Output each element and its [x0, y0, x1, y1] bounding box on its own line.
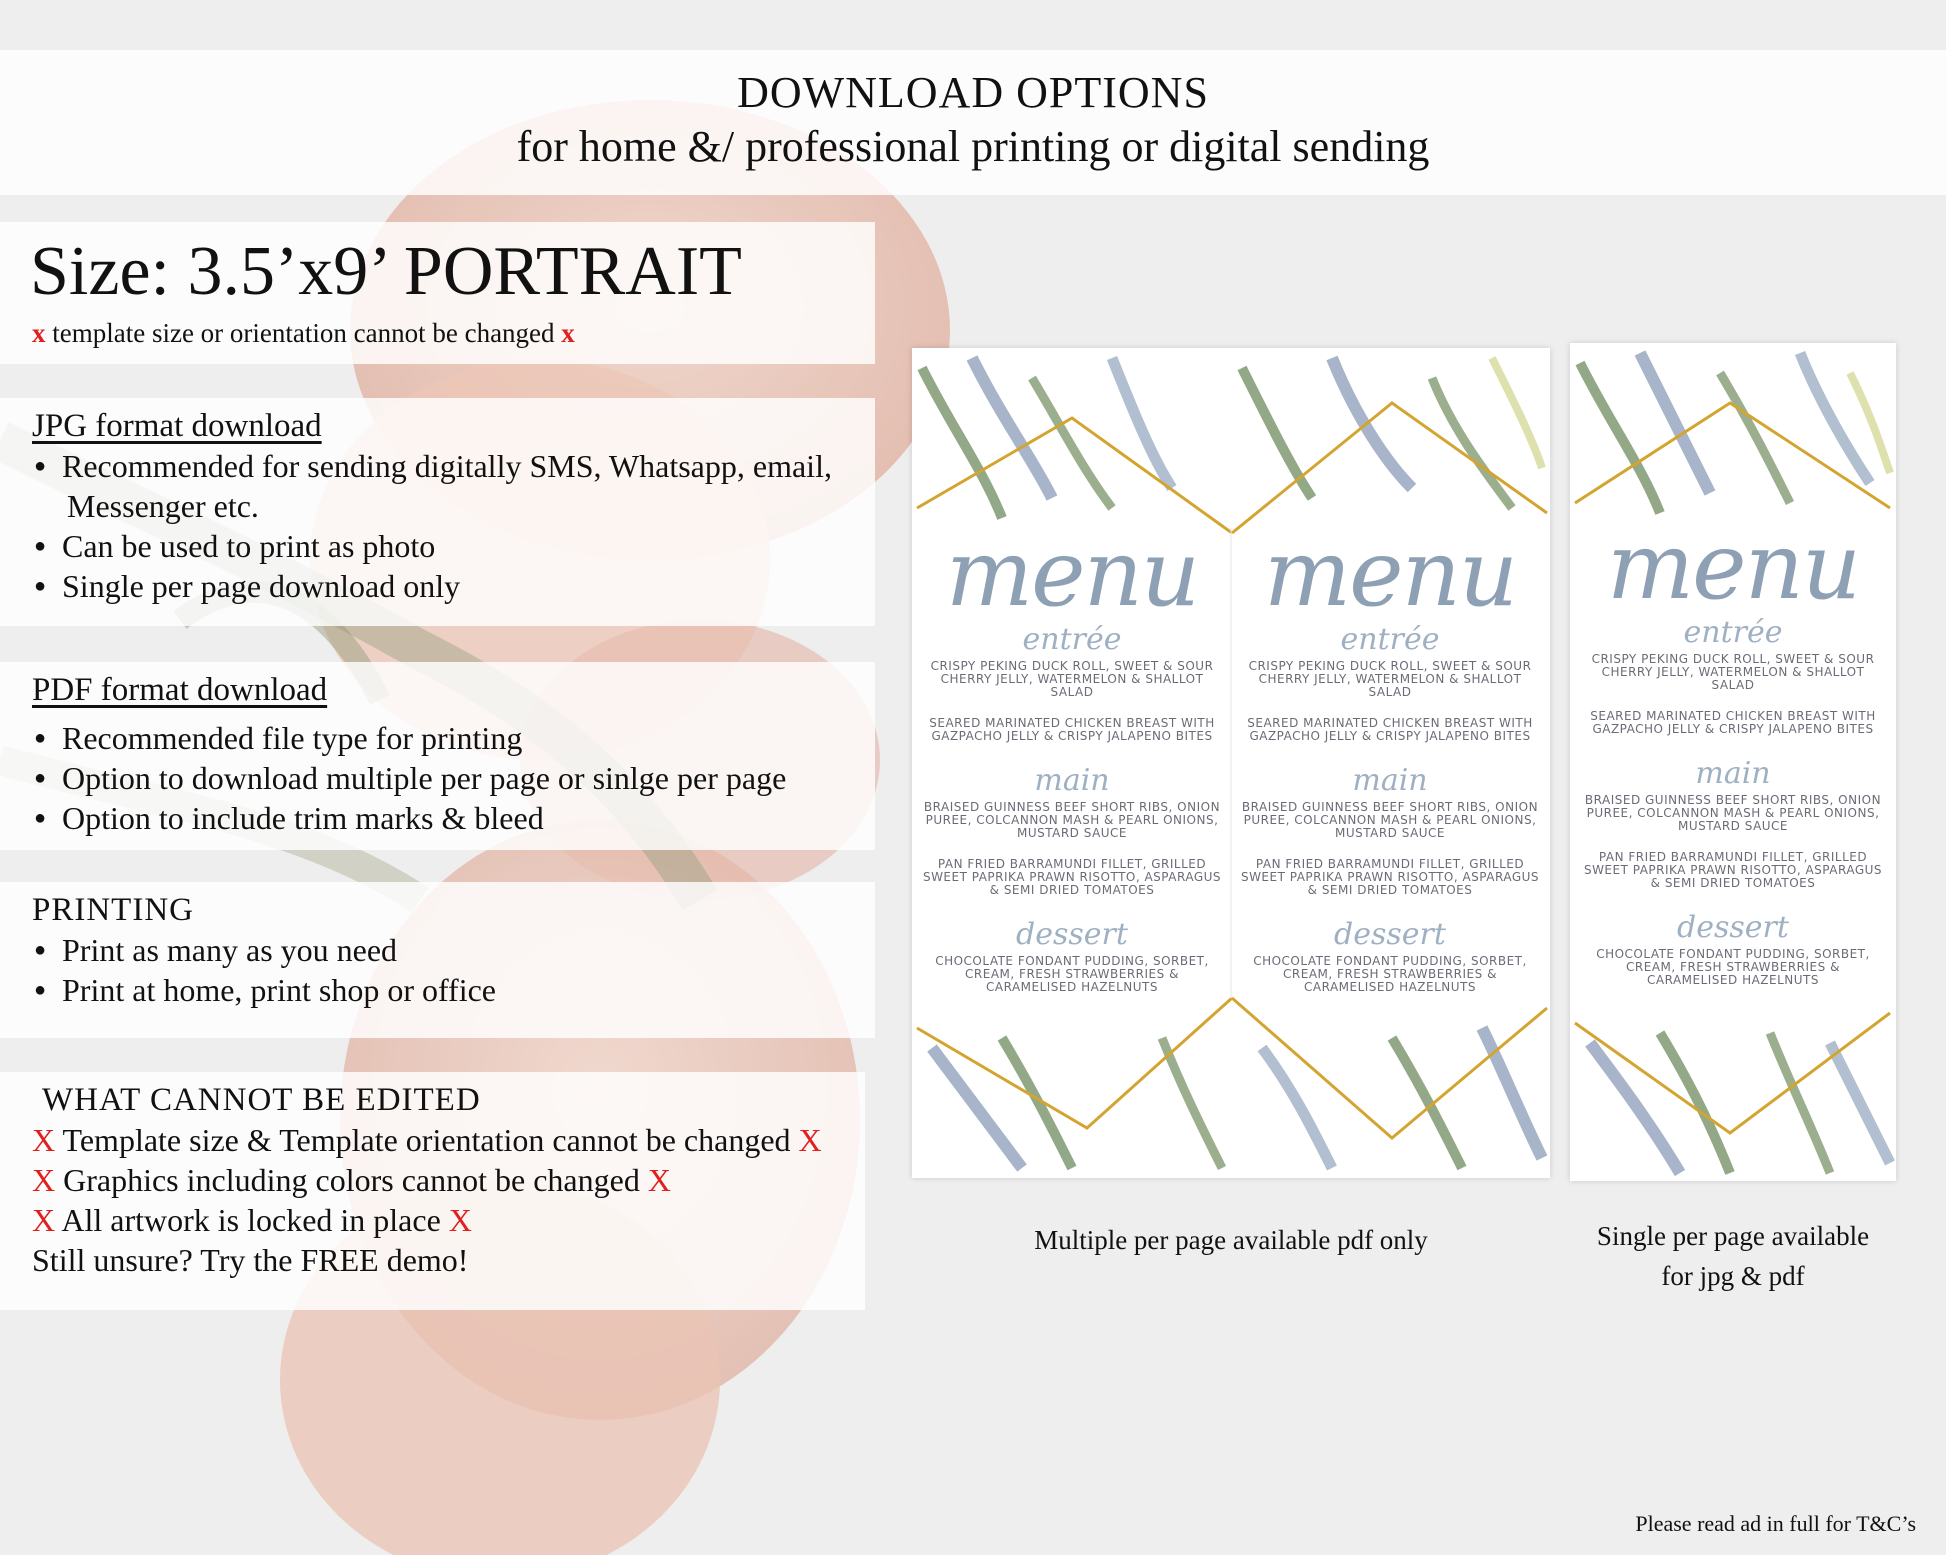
dessert-heading: dessert — [1016, 917, 1128, 952]
menu-item: CHOCOLATE FONDANT PUDDING, SORBET, CREAM, FRESH STRAWBERRIES & CARAMELISED HAZELNUTS — [1253, 954, 1527, 994]
menu-item: PAN FRIED BARRAMUNDI FILLET, GRILLED SWEET PAPRIKA PRAWN RISOTTO, ASPARAGUS & SEMI DRIED TOMATOES — [1240, 857, 1540, 897]
x-mark-icon: X — [32, 1122, 56, 1158]
jpg-bullet: ● Recommended for sending digitally SMS, Whatsapp, email, — [32, 446, 865, 486]
size-section — [0, 222, 875, 364]
main-heading: main — [1352, 763, 1428, 798]
terms-note: Please read ad in full for T&C’s — [1635, 1511, 1916, 1536]
page-title: DOWNLOAD OPTIONS — [737, 68, 1209, 117]
jpg-bullet-continuation: Messenger etc. — [67, 488, 259, 524]
menu-title: menu — [1263, 520, 1517, 627]
caption-multiple: Multiple per page available pdf only — [1034, 1225, 1428, 1255]
cannot-edit-line: X Template size & Template orientation cannot be changed X — [32, 1122, 822, 1158]
cannot-edit-section — [0, 1072, 865, 1310]
size-note-text: template size or orientation cannot be changed — [52, 318, 555, 348]
dessert-heading: dessert — [1334, 917, 1446, 952]
x-mark-icon: x — [561, 318, 575, 348]
menu-item: BRAISED GUINNESS BEEF SHORT RIBS, ONION PUREE, COLCANNON MASH & PEARL ONIONS, MUSTARD SAUCE — [1241, 800, 1539, 840]
caption-single: Single per page available for jpg & pdf — [1596, 1221, 1870, 1291]
menu-item: CHOCOLATE FONDANT PUDDING, SORBET, CREAM, FRESH STRAWBERRIES & CARAMELISED HAZELNUTS — [1596, 947, 1870, 987]
menu-preview-single — [1570, 343, 1896, 1181]
menu-item: BRAISED GUINNESS BEEF SHORT RIBS, ONION PUREE, COLCANNON MASH & PEARL ONIONS, MUSTARD SAUCE — [1584, 793, 1882, 833]
menu-item: SEARED MARINATED CHICKEN BREAST WITH GAZPACHO JELLY & CRISPY JALAPENO BITES — [1247, 716, 1533, 743]
menu-title: menu — [945, 520, 1199, 627]
printing-heading: PRINTING — [32, 892, 194, 928]
main-heading: main — [1034, 763, 1110, 798]
entree-heading: entrée — [1683, 615, 1783, 650]
jpg-heading: JPG format download — [32, 408, 322, 444]
menu-preview-multiple — [912, 348, 1550, 1178]
size-title: Size: 3.5’x9’ PORTRAIT — [30, 233, 742, 310]
entree-heading: entrée — [1340, 622, 1440, 657]
pdf-section — [0, 662, 875, 850]
x-mark-icon: X — [647, 1162, 671, 1198]
jpg-section — [0, 398, 875, 626]
pdf-bullet: ● Recommended file type for printing — [32, 718, 865, 758]
free-demo-note: Still unsure? Try the FREE demo! — [32, 1242, 469, 1278]
x-mark-icon: x — [32, 318, 46, 348]
menu-item: BRAISED GUINNESS BEEF SHORT RIBS, ONION PUREE, COLCANNON MASH & PEARL ONIONS, MUSTARD SAUCE — [923, 800, 1221, 840]
cannot-edit-heading: WHAT CANNOT BE EDITED — [42, 1082, 481, 1118]
printing-section — [0, 882, 875, 1038]
x-mark-icon: X — [32, 1202, 56, 1238]
menu-item: CHOCOLATE FONDANT PUDDING, SORBET, CREAM, FRESH STRAWBERRIES & CARAMELISED HAZELNUTS — [935, 954, 1209, 994]
jpg-bullet: ● Can be used to print as photo — [32, 526, 865, 566]
printing-bullet: ● Print at home, print shop or office — [32, 970, 865, 1010]
page-subtitle: for home &/ professional printing or digital sending — [516, 122, 1430, 171]
pdf-heading: PDF format download — [32, 672, 328, 708]
jpg-bullet: ● Single per page download only — [32, 566, 865, 606]
menu-item: SEARED MARINATED CHICKEN BREAST WITH GAZPACHO JELLY & CRISPY JALAPENO BITES — [929, 716, 1215, 743]
menu-item: CRISPY PEKING DUCK ROLL, SWEET & SOUR CHERRY JELLY, WATERMELON & SHALLOT SALAD — [1248, 659, 1532, 699]
entree-heading: entrée — [1022, 622, 1122, 657]
printing-bullet: ● Print as many as you need — [32, 930, 865, 970]
pdf-bullet: ● Option to include trim marks & bleed — [32, 798, 865, 838]
dessert-heading: dessert — [1677, 910, 1789, 945]
menu-item: PAN FRIED BARRAMUNDI FILLET, GRILLED SWEET PAPRIKA PRAWN RISOTTO, ASPARAGUS & SEMI DRIED TOMATOES — [922, 857, 1222, 897]
cannot-edit-line: X Graphics including colors cannot be changed X — [32, 1162, 671, 1198]
x-mark-icon: X — [32, 1162, 56, 1198]
size-note — [32, 318, 575, 349]
pdf-bullet: ● Option to download multiple per page or sinlge per page — [32, 758, 865, 798]
menu-item: SEARED MARINATED CHICKEN BREAST WITH GAZPACHO JELLY & CRISPY JALAPENO BITES — [1590, 709, 1876, 736]
main-heading: main — [1695, 756, 1771, 791]
x-mark-icon: X — [798, 1122, 822, 1158]
menu-item: CRISPY PEKING DUCK ROLL, SWEET & SOUR CHERRY JELLY, WATERMELON & SHALLOT SALAD — [930, 659, 1214, 699]
cannot-edit-line: X All artwork is locked in place X — [32, 1202, 472, 1238]
x-mark-icon: X — [448, 1202, 472, 1238]
header-banner — [0, 50, 1946, 195]
menu-item: PAN FRIED BARRAMUNDI FILLET, GRILLED SWEET PAPRIKA PRAWN RISOTTO, ASPARAGUS & SEMI DRIED TOMATOES — [1583, 850, 1883, 890]
menu-item: CRISPY PEKING DUCK ROLL, SWEET & SOUR CHERRY JELLY, WATERMELON & SHALLOT SALAD — [1591, 652, 1875, 692]
menu-card-left — [922, 520, 1222, 1012]
menu-title: menu — [1606, 513, 1860, 620]
menu-card-single — [1582, 513, 1884, 1005]
menu-card-right — [1240, 520, 1540, 1012]
